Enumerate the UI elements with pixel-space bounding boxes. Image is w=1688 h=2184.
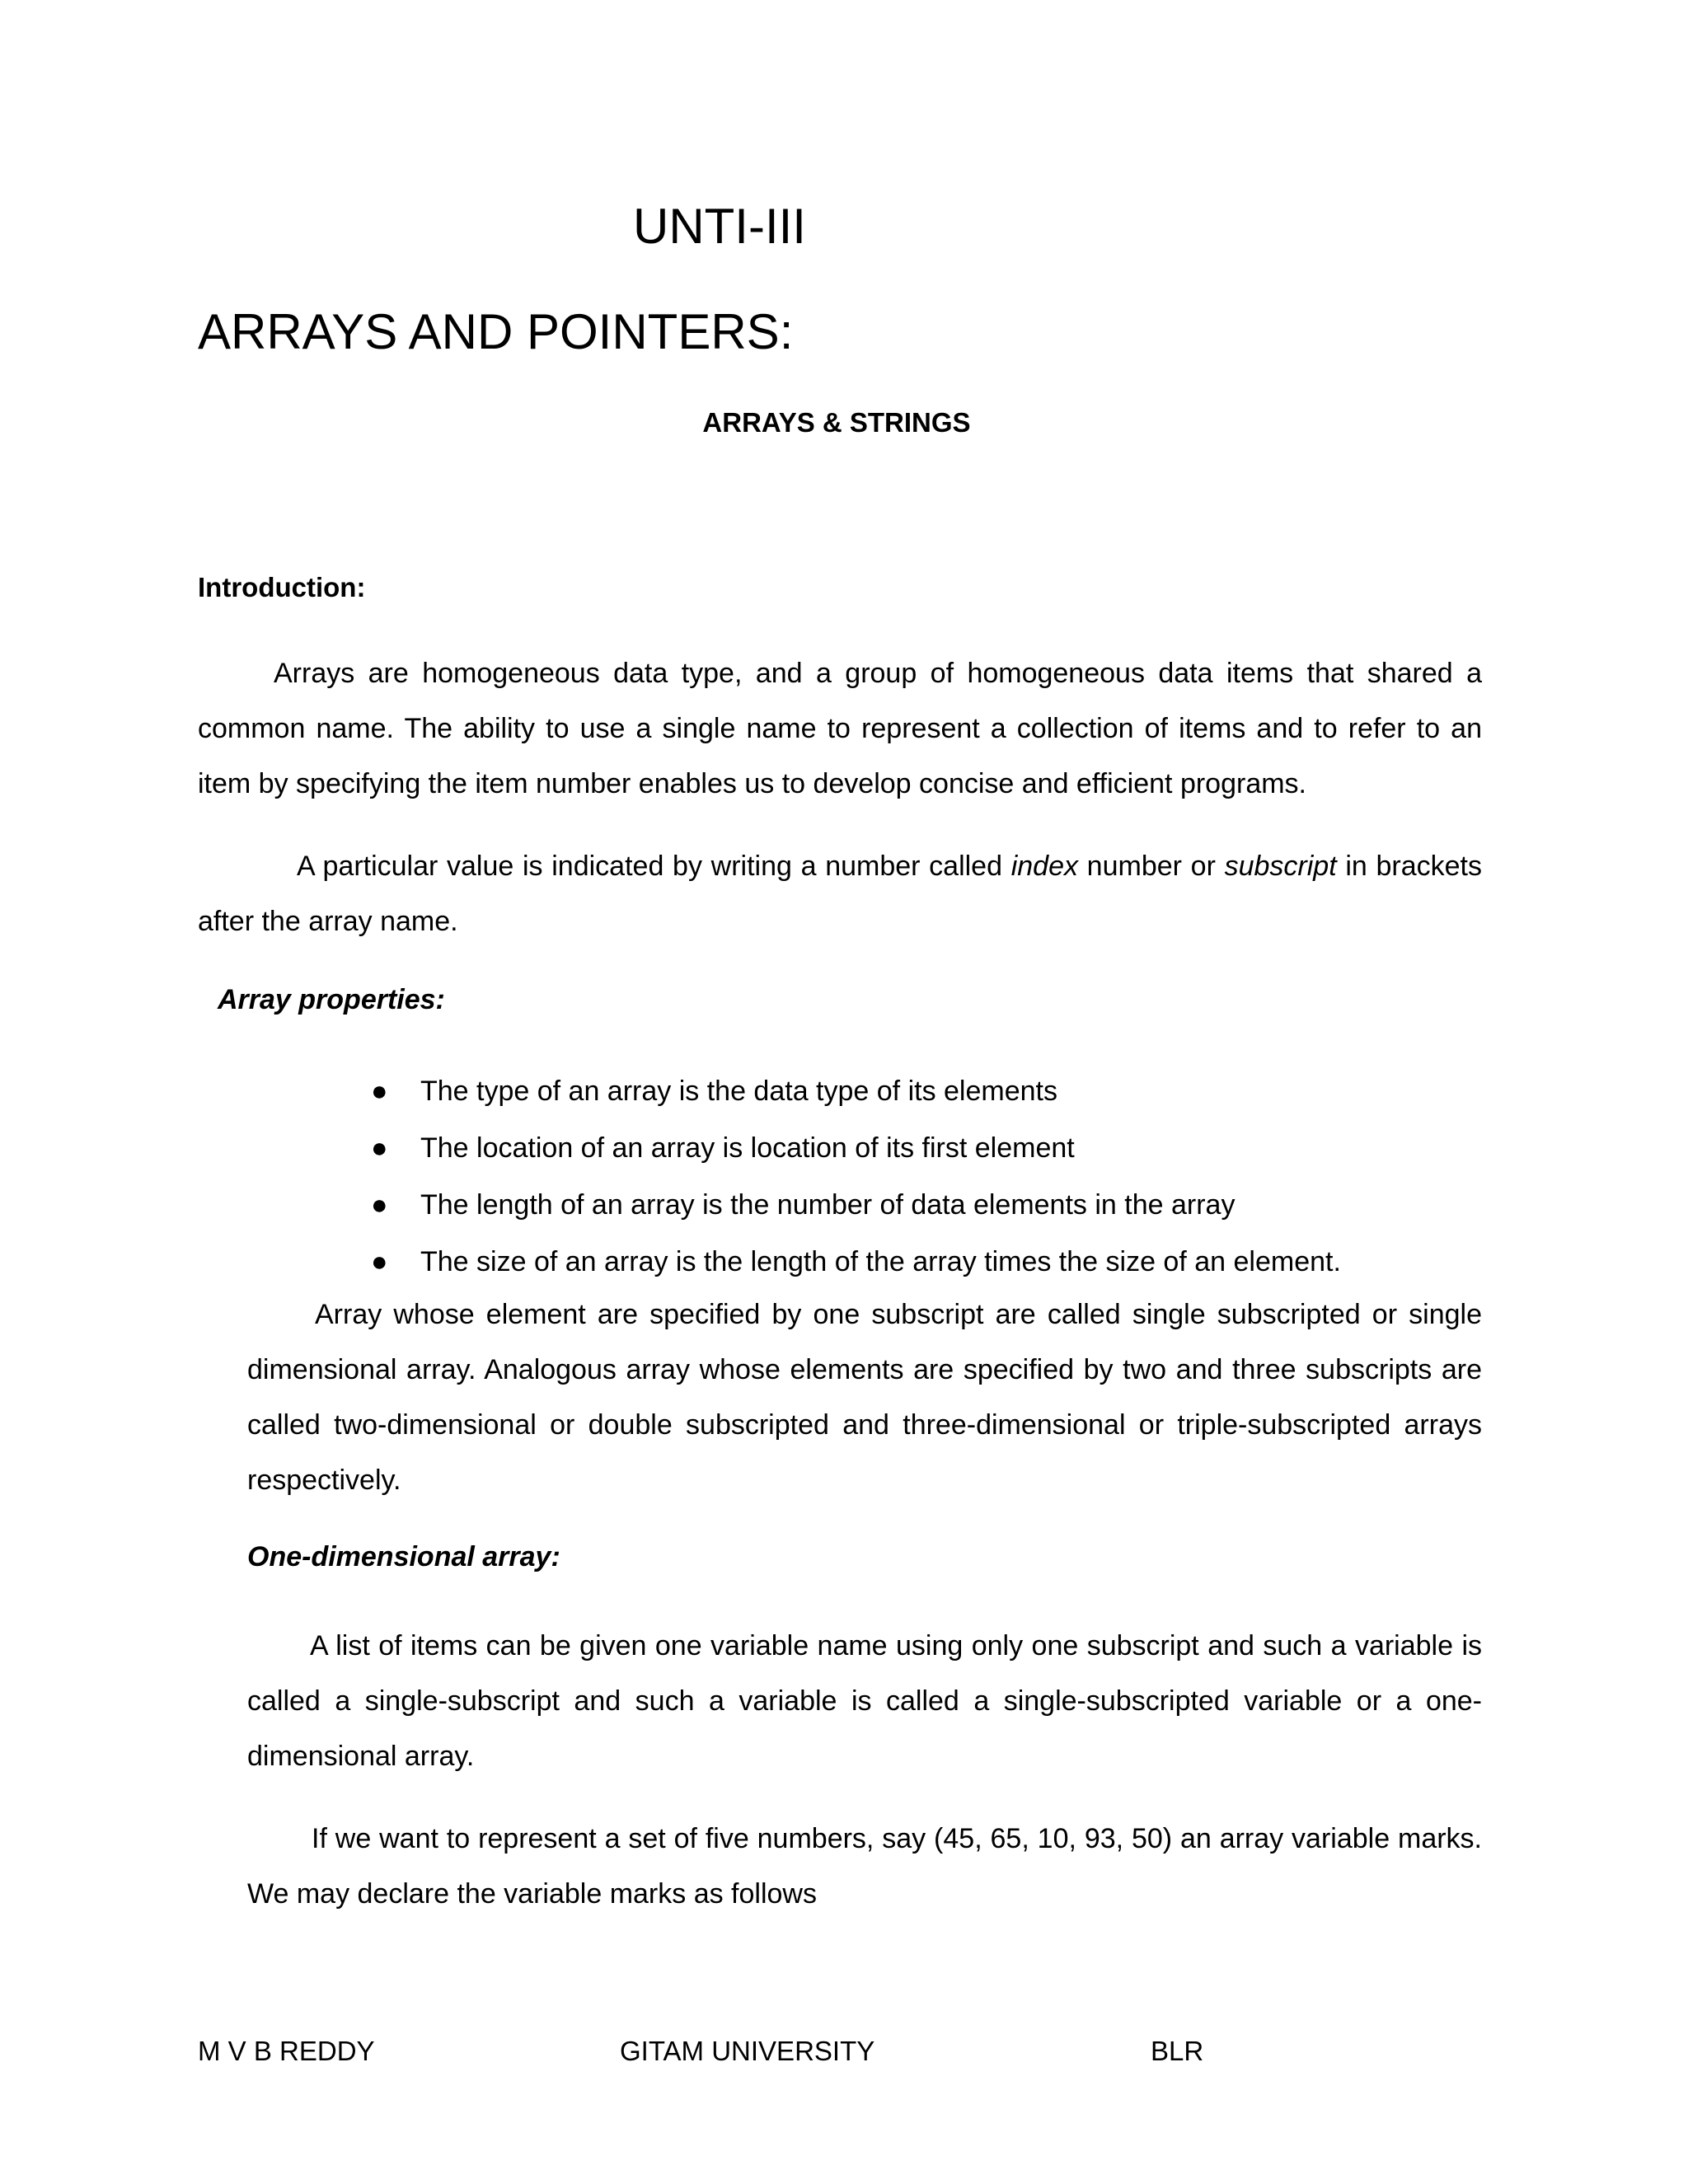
bullet-icon: ● [371,1076,388,1107]
list-item [363,1120,1484,1177]
five-numbers-paragraph: If we want to represent a set of five numbers, say (45, 65, 10, 93, 50) an array variable marks. We may declare the variable marks as follows [247,1823,1482,1910]
page-footer [0,2036,1688,2085]
array-properties-list [363,1063,1484,1291]
chapter-title: ARRAYS AND POINTERS: [198,304,794,359]
footer-location: BLR [1151,2036,1204,2066]
unit-title: UNTI-III [633,199,806,254]
list-item-text: The length of an array is the number of data elements in the array [420,1189,1236,1221]
introduction-heading: Introduction: [198,572,366,602]
footer-university: GITAM UNIVERSITY [620,2036,875,2066]
introduction-paragraph: Arrays are homogeneous data type, and a group of homogeneous data items that shared a common name. The ability to use a single name to represent a collection of items and to refer to an item by specifying the item number enables us to develop concise and efficient programs. [198,658,1482,799]
index-paragraph-part2: number or [1077,851,1225,882]
array-properties-heading: Array properties: [218,984,445,1015]
list-item-text: The size of an array is the length of the array times the size of an element. [420,1246,1341,1277]
subscript-term: subscript [1224,851,1337,882]
dimensions-paragraph: Array whose element are specified by one subscript are called single subscripted or single dimensional array. Analogous array whose elements are specified by two and three subscripts are called two-dimensional or double subscripted and three-dimensional or triple-subscripted arrays respectively. [247,1299,1482,1496]
list-item [363,1063,1484,1120]
one-dimensional-heading: One-dimensional array: [247,1541,560,1572]
index-paragraph-part1: A particular value is indicated by writing a number called [297,851,1011,882]
footer-author: M V B REDDY [198,2036,375,2066]
index-paragraph [198,839,1482,949]
index-term: index [1010,851,1078,882]
one-dimensional-paragraph: A list of items can be given one variable name using only one subscript and such a variable is called a single-subscript and such a variable is called a single-subscripted variable or a one-dimensional array. [247,1630,1482,1772]
section-title: ARRAYS & STRINGS [702,407,971,438]
list-item-text: The location of an array is location of its first element [420,1132,1075,1164]
bullet-icon: ● [371,1132,388,1164]
list-item-text: The type of an array is the data type of its elements [420,1076,1057,1107]
list-item [363,1234,1484,1291]
bullet-icon: ● [371,1189,388,1221]
list-item [363,1177,1484,1234]
bullet-icon: ● [371,1246,388,1277]
index-paragraph-part3: in brackets after the array name. [198,851,1483,937]
